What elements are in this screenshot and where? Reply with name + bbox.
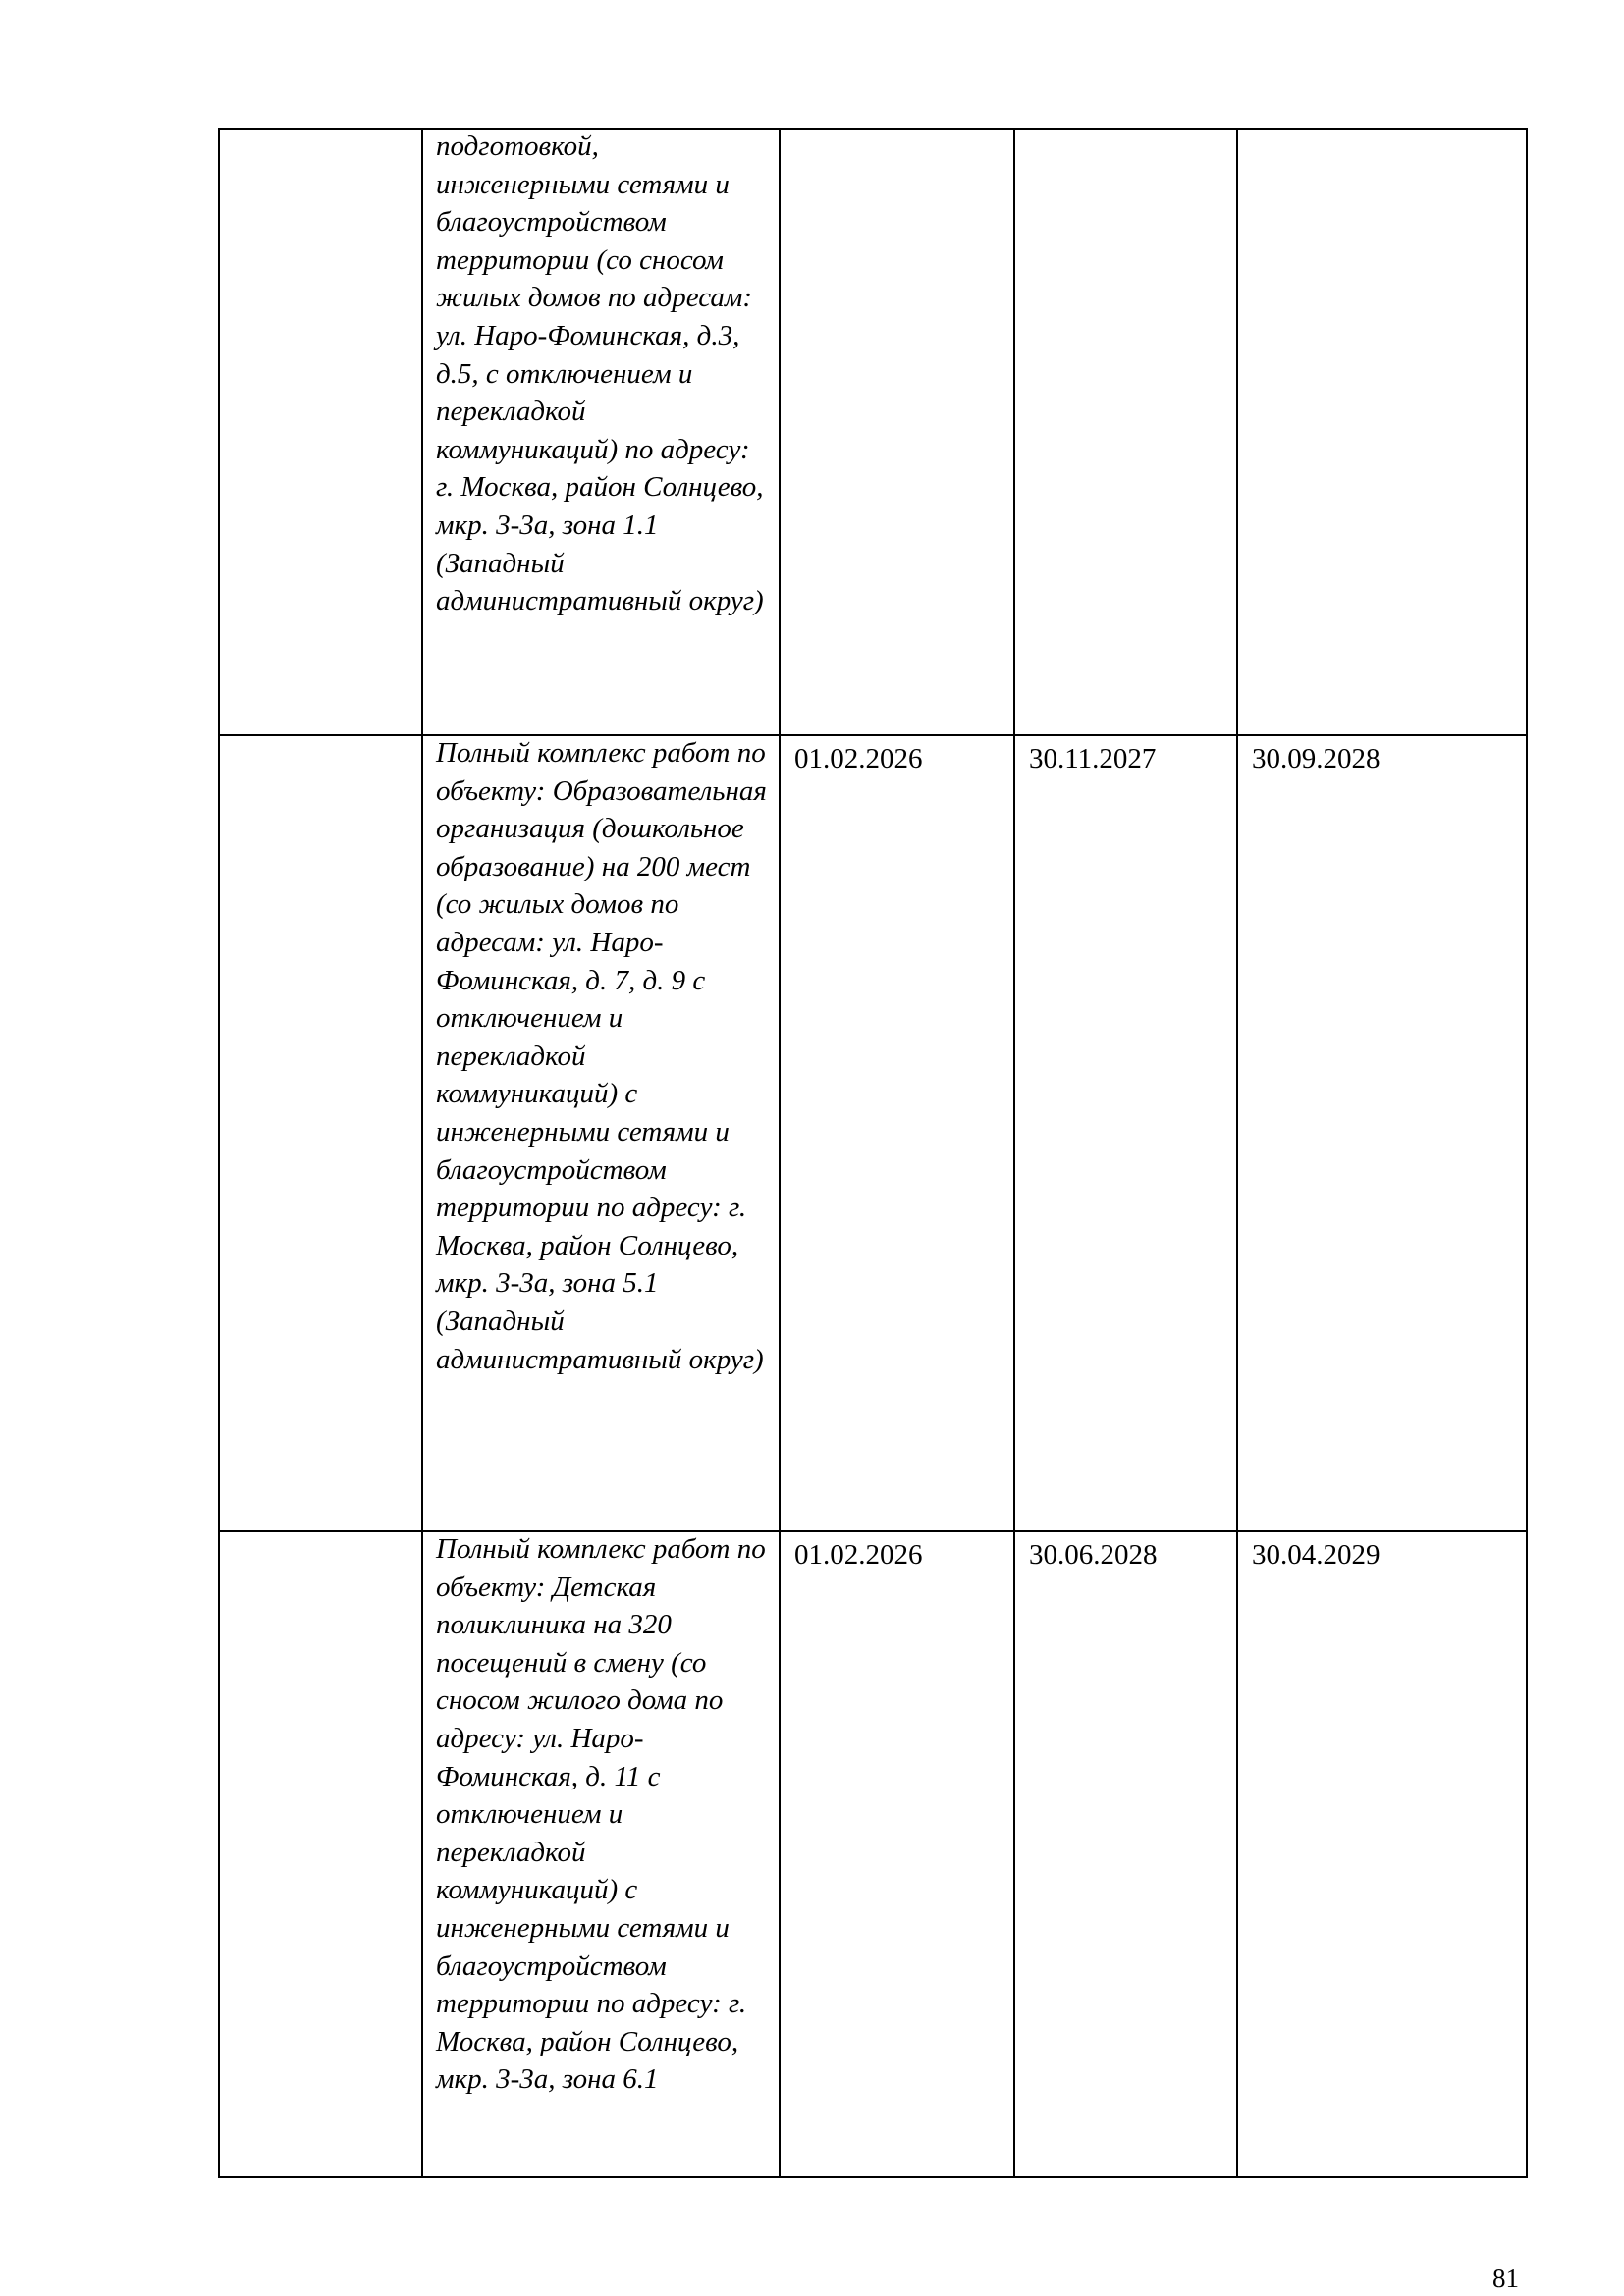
- description-text: подготовкой, инженерными сетями и благоустройством территории (со сносом жилых домов по адресам: ул. Наро-Фоминская, д.3, д.5, с отключением и перекладкой коммуникаций) по адресу: г. Москва, район Солнцево, мкр. 3-3а, зона 1.1 (Западный административный округ): [436, 131, 764, 617]
- schedule-table: [218, 128, 1528, 2178]
- table-row: [219, 1531, 1527, 2177]
- table-cell-date-end: [1237, 735, 1527, 1531]
- table-cell-date-middle: [1014, 735, 1237, 1531]
- date-start-text: [781, 130, 1013, 133]
- table-cell-empty: [219, 1531, 422, 2177]
- date-middle-text: [1015, 130, 1236, 133]
- table-cell-date-start: [780, 129, 1014, 735]
- table-cell-empty: [219, 735, 422, 1531]
- date-middle-text: 30.06.2028: [1029, 1539, 1158, 1571]
- table-cell-description: [422, 129, 780, 735]
- date-start-text: 01.02.2026: [794, 1539, 923, 1571]
- table-cell-date-end: [1237, 1531, 1527, 2177]
- table-cell-date-end: [1237, 129, 1527, 735]
- table-cell-date-start: [780, 1531, 1014, 2177]
- page-number: 81: [1492, 2264, 1519, 2293]
- date-end-text: [1238, 130, 1526, 133]
- date-end-text: 30.09.2028: [1252, 743, 1380, 774]
- date-end-text: 30.04.2029: [1252, 1539, 1380, 1571]
- table-row: [219, 735, 1527, 1531]
- description-text: Полный комплекс работ по объекту: Образовательная организация (дошкольное образование) на 200 мест (со жилых домов по адресам: ул. Наро-Фоминская, д. 7, д. 9 с отключением и перекладкой коммуникаций) с инженерными сетями и благоустройством территории по адресу: г. Москва, район Солнцево, мкр. 3-3а, зона 5.1 (Западный административный округ): [436, 737, 767, 1375]
- description-text: Полный комплекс работ по объекту: Детская поликлиника на 320 посещений в смену (со сносом жилого дома по адресу: ул. Наро-Фоминская, д. 11 с отключением и перекладкой коммуникаций) с инженерными сетями и благоустройством территории по адресу: г. Москва, район Солнцево, мкр. 3-3а, зона 6.1: [436, 1533, 766, 2096]
- table-cell-description: [422, 735, 780, 1531]
- date-start-text: 01.02.2026: [794, 743, 923, 774]
- date-middle-text: 30.11.2027: [1029, 743, 1157, 774]
- table-cell-empty: [219, 129, 422, 735]
- table-row: [219, 129, 1527, 735]
- table-cell-description: [422, 1531, 780, 2177]
- table-cell-date-middle: [1014, 129, 1237, 735]
- table-cell-date-start: [780, 735, 1014, 1531]
- table-cell-date-middle: [1014, 1531, 1237, 2177]
